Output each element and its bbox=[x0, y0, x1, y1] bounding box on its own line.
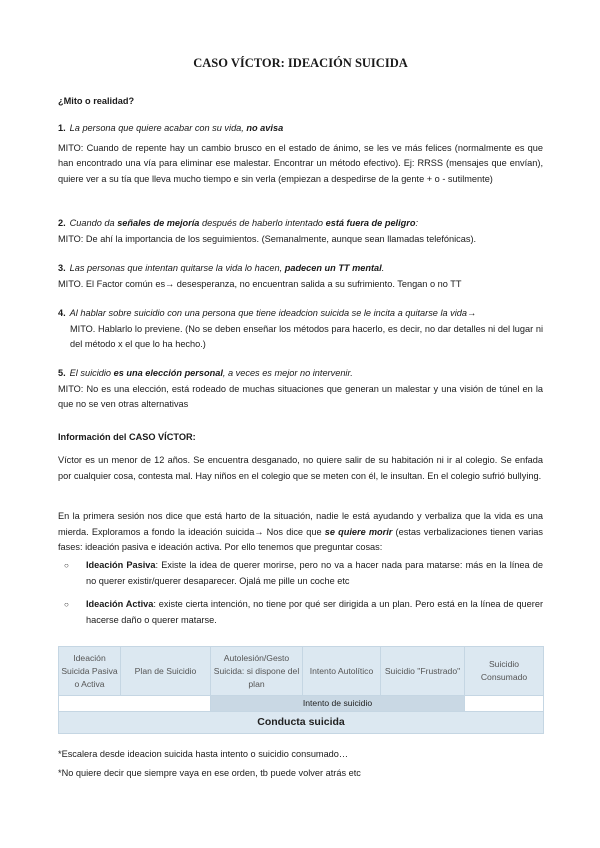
myth-item-4 bbox=[58, 306, 543, 353]
case-paragraph-1: Víctor es un menor de 12 años. Se encuentra desganado, no quiere salir de su habitación ni ir al colegio. Se enfada por cualquier cosa, contesta mal. Hay niños en el colegio que se meten con él, le insultan. En el colegio sufrió bullying. bbox=[58, 455, 543, 481]
myth-item-2 bbox=[58, 216, 543, 247]
myth-answer: MITO. Hablarlo lo previene. (No se deben enseñar los métodos para hacerlo, es decir, no dar detalles ni del lugar ni del método x el que lo ha hecho.) bbox=[70, 323, 543, 349]
myth-answer: MITO: Cuando de repente hay un cambio brusco en el estado de ánimo, se les ve más felices (normalmente es que han encontrado una vía para eliminar ese malestar. Encontrar un método efectivo). Ej: RRSS (mensajes que envían), quiere ver a su tía que lleva mucho tiempo e sin verla (empiezan a despedirse de la gente + o - sutilmente) bbox=[58, 142, 543, 184]
footnote: *No quiere decir que siempre vaya en ese orden, tb puede volver atrás etc bbox=[58, 767, 361, 778]
ladder-step: Suicidio "Frustrado" bbox=[381, 647, 465, 696]
myth-heading: ¿Mito o realidad? bbox=[58, 96, 135, 106]
myth-statement: 4. Al hablar sobre suicidio con una persona que tiene ideadcion suicida se le incita a quitarse la vida→ bbox=[58, 308, 477, 318]
ladder-conduct-band: Conducta suicida bbox=[59, 712, 544, 734]
myth-item-3 bbox=[58, 261, 543, 292]
myth-statement: 1. La persona que quiere acabar con su vida, no avisa bbox=[58, 123, 284, 133]
myth-statement: 3. Las personas que intentan quitarse la vida lo hacen, padecen un TT mental. bbox=[58, 263, 385, 273]
myth-answer: MITO: De ahí la importancia de los seguimientos. (Semanalmente, aunque sean llamadas telefónicas). bbox=[58, 233, 477, 244]
page-title: CASO VÍCTOR: IDEACIÓN SUICIDA bbox=[193, 56, 408, 70]
ladder-step: Suicidio Consumado bbox=[465, 647, 544, 696]
bullet-passive: ○ Ideación Pasiva: Existe la idea de querer morirse, pero no va a hacer nada para matarse: más en la línea de no querer existir/querer desaparecer. Ojalá me pille un coche etc bbox=[64, 560, 543, 586]
bullet-circle-icon: ○ bbox=[64, 561, 69, 570]
case-paragraph-2: En la primera sesión nos dice que está harto de la situación, nadie le está ayudando y verbaliza que la vida es una mierda. Exploramos a fondo la ideación suicida→ Nos dice que se quiere morir (estas verbalizaciones tienen varias fases: ideación pasiva e ideación activa. Por ello tenemos que preguntar cosas: bbox=[58, 511, 543, 552]
myth-statement: 2. Cuando da señales de mejoría después de haberlo intentado está fuera de peligro: bbox=[58, 218, 419, 228]
footnotes bbox=[58, 747, 543, 781]
ladder-step: Plan de Suicidio bbox=[121, 647, 211, 696]
case-heading: Información del CASO VÍCTOR: bbox=[58, 432, 196, 442]
ladder-blank bbox=[59, 696, 211, 712]
ladder-blank bbox=[465, 696, 544, 712]
bullet-circle-icon: ○ bbox=[64, 600, 69, 609]
footnote: *Escalera desde ideacion suicida hasta intento o suicidio consumado… bbox=[58, 749, 349, 759]
ladder-step: Intento Autolítico bbox=[303, 647, 381, 696]
ideation-bullet-list bbox=[58, 558, 543, 628]
ladder-attempt-band: Intento de suicidio bbox=[211, 696, 465, 712]
ladder-step: Autolesión/Gesto Suicida: si dispone del plan bbox=[211, 647, 303, 696]
myth-item-1 bbox=[58, 121, 543, 187]
ladder-step: Ideación Suicida Pasiva o Activa bbox=[59, 647, 121, 696]
suicide-ladder-table bbox=[58, 646, 544, 734]
myth-item-5 bbox=[58, 366, 543, 413]
myth-statement: 5. El suicidio es una elección personal, a veces es mejor no intervenir. bbox=[58, 368, 353, 378]
myth-answer: MITO. El Factor común es→ desesperanza, no encuentran salida a su sufrimiento. Tengan o no TT bbox=[58, 278, 462, 289]
bullet-active: ○ Ideación Activa: existe cierta intención, no tiene por qué ser dirigida a un plan. Pero está en la línea de querer hacerse daño o querer matarse. bbox=[64, 599, 544, 625]
myth-answer: MITO: No es una elección, está rodeado de muchas situaciones que generan un malestar y una visión de túnel en la que no se ven otras alternativas bbox=[58, 383, 543, 409]
